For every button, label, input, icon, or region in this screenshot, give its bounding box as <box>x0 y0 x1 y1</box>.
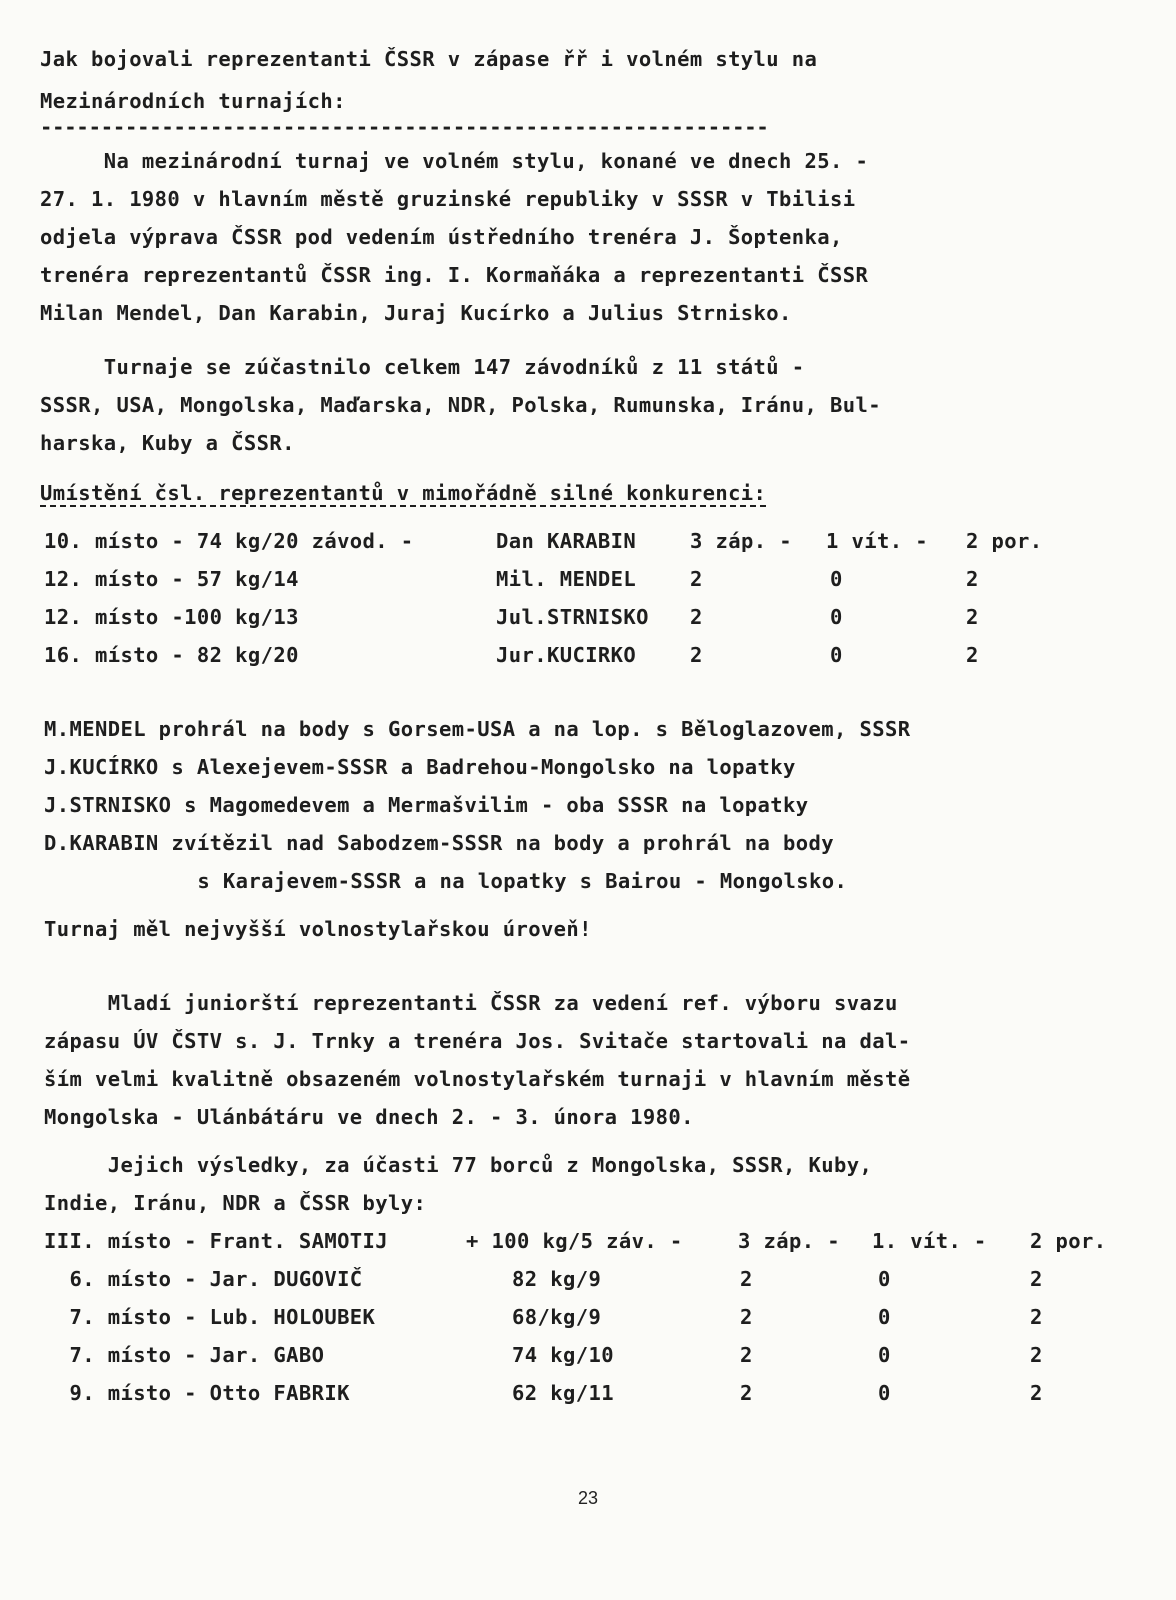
name-cell: Jur.KUCIRKO <box>496 643 637 667</box>
page-title-line-1: Jak bojovali reprezentanti ČSSR v zápase řř i volném stylu na <box>40 47 818 71</box>
bout-line-3: J.STRNISKO s Magomedevem a Mermašvilim - oba SSSR na lopatky <box>44 793 809 817</box>
bouts-cell: 3 záp. - <box>690 529 792 553</box>
losses-cell: 2 <box>1030 1267 1043 1291</box>
wins-cell: 0 <box>830 567 843 591</box>
paragraph-4-line-2: Indie, Iránu, NDR a ČSSR byly: <box>44 1191 427 1215</box>
bouts-cell: 2 <box>740 1381 753 1405</box>
paragraph-3-line-4: Mongolska - Ulánbátáru ve dnech 2. - 3. února 1980. <box>44 1105 694 1129</box>
paragraph-4-line-1: Jejich výsledky, za účasti 77 borců z Mongolska, SSSR, Kuby, <box>44 1153 873 1177</box>
name-cell: Mil. MENDEL <box>496 567 637 591</box>
paragraph-1-line-1: Na mezinárodní turnaj ve volném stylu, konané ve dnech 25. - <box>40 149 869 173</box>
wins-cell: 0 <box>878 1267 891 1291</box>
paragraph-3-line-1: Mladí juniorští reprezentanti ČSSR za vedení ref. výboru svazu <box>44 991 898 1015</box>
weight-cell: 74 kg/10 <box>512 1343 614 1367</box>
paragraph-1-line-3: odjela výprava ČSSR pod vedením ústředního trenéra J. Šoptenka, <box>40 225 843 249</box>
bouts-cell: 2 <box>690 605 703 629</box>
wins-cell: 0 <box>878 1381 891 1405</box>
paragraph-3-line-2: zápasu ÚV ČSTV s. J. Trnky a trenéra Jos. Svitače startovali na dal- <box>44 1029 911 1053</box>
bouts-cell: 2 <box>740 1267 753 1291</box>
wins-cell: 0 <box>878 1343 891 1367</box>
title-rule: ------------------------------------------------------------ <box>40 115 769 139</box>
paragraph-2-line-3: harska, Kuby a ČSSR. <box>40 431 295 455</box>
paragraph-1-line-2: 27. 1. 1980 v hlavním městě gruzinské republiky v SSSR v Tbilisi <box>40 187 856 211</box>
bouts-cell: 2 <box>740 1305 753 1329</box>
weight-cell: 68/kg/9 <box>512 1305 602 1329</box>
wins-cell: 1 vít. - <box>826 529 928 553</box>
losses-cell: 2 <box>966 605 979 629</box>
losses-cell: 2 <box>966 567 979 591</box>
wins-cell: 0 <box>878 1305 891 1329</box>
paragraph-2-line-1: Turnaje se zúčastnilo celkem 147 závodníků z 11 států - <box>40 355 805 379</box>
bouts-cell: 2 <box>740 1343 753 1367</box>
weight-cell: + 100 kg/5 záv. - <box>466 1229 683 1253</box>
place-cell: 12. místo -100 kg/13 <box>44 605 299 629</box>
weight-cell: 82 kg/9 <box>512 1267 602 1291</box>
wins-cell: 0 <box>830 605 843 629</box>
page-number: 23 <box>577 1488 599 1508</box>
place-cell: 7. místo - Jar. GABO <box>44 1343 325 1367</box>
place-cell: 10. místo - 74 kg/20 závod. - <box>44 529 414 553</box>
place-cell: 7. místo - Lub. HOLOUBEK <box>44 1305 376 1329</box>
paragraph-1-line-4: trenéra reprezentantů ČSSR ing. I. Kormaňáka a reprezentanti ČSSR <box>40 263 869 287</box>
bout-line-2: J.KUCÍRKO s Alexejevem-SSSR a Badrehou-Mongolsko na lopatky <box>44 755 796 779</box>
weight-cell: 62 kg/11 <box>512 1381 614 1405</box>
bout-line-1: M.MENDEL prohrál na body s Gorsem-USA a na lop. s Běloglazovem, SSSR <box>44 717 911 741</box>
bout-line-5: s Karajevem-SSSR a na lopatky s Bairou - Mongolsko. <box>70 869 848 893</box>
name-cell: Jul.STRNISKO <box>496 605 649 629</box>
bouts-cell: 2 <box>690 643 703 667</box>
losses-cell: 2 <box>1030 1305 1043 1329</box>
wins-cell: 1. vít. - <box>872 1229 987 1253</box>
place-cell: 12. místo - 57 kg/14 <box>44 567 299 591</box>
paragraph-2-line-2: SSSR, USA, Mongolska, Maďarska, NDR, Polska, Rumunska, Iránu, Bul- <box>40 393 881 417</box>
placements-heading: Umístění čsl. reprezentantů v mimořádně silné konkurenci: <box>40 481 767 505</box>
losses-cell: 2 <box>1030 1343 1043 1367</box>
losses-cell: 2 por. <box>1030 1229 1107 1253</box>
place-cell: 9. místo - Otto FABRIK <box>44 1381 350 1405</box>
paragraph-3-line-3: ším velmi kvalitně obsazeném volnostylařském turnaji v hlavním městě <box>44 1067 911 1091</box>
paragraph-1-line-5: Milan Mendel, Dan Karabin, Juraj Kucírko a Julius Strnisko. <box>40 301 792 325</box>
place-cell: 6. místo - Jar. DUGOVIČ <box>44 1267 363 1291</box>
losses-cell: 2 por. <box>966 529 1043 553</box>
bouts-cell: 3 záp. - <box>738 1229 840 1253</box>
wins-cell: 0 <box>830 643 843 667</box>
name-cell: Dan KARABIN <box>496 529 637 553</box>
losses-cell: 2 <box>966 643 979 667</box>
page-title-line-2: Mezinárodních turnajích: <box>40 89 346 113</box>
losses-cell: 2 <box>1030 1381 1043 1405</box>
place-cell: 16. místo - 82 kg/20 <box>44 643 299 667</box>
place-cell: III. místo - Frant. SAMOTIJ <box>44 1229 389 1253</box>
level-note: Turnaj měl nejvyšší volnostylařskou úroveň! <box>44 917 592 941</box>
bouts-cell: 2 <box>690 567 703 591</box>
bout-line-4: D.KARABIN zvítězil nad Sabodzem-SSSR na body a prohrál na body <box>44 831 835 855</box>
